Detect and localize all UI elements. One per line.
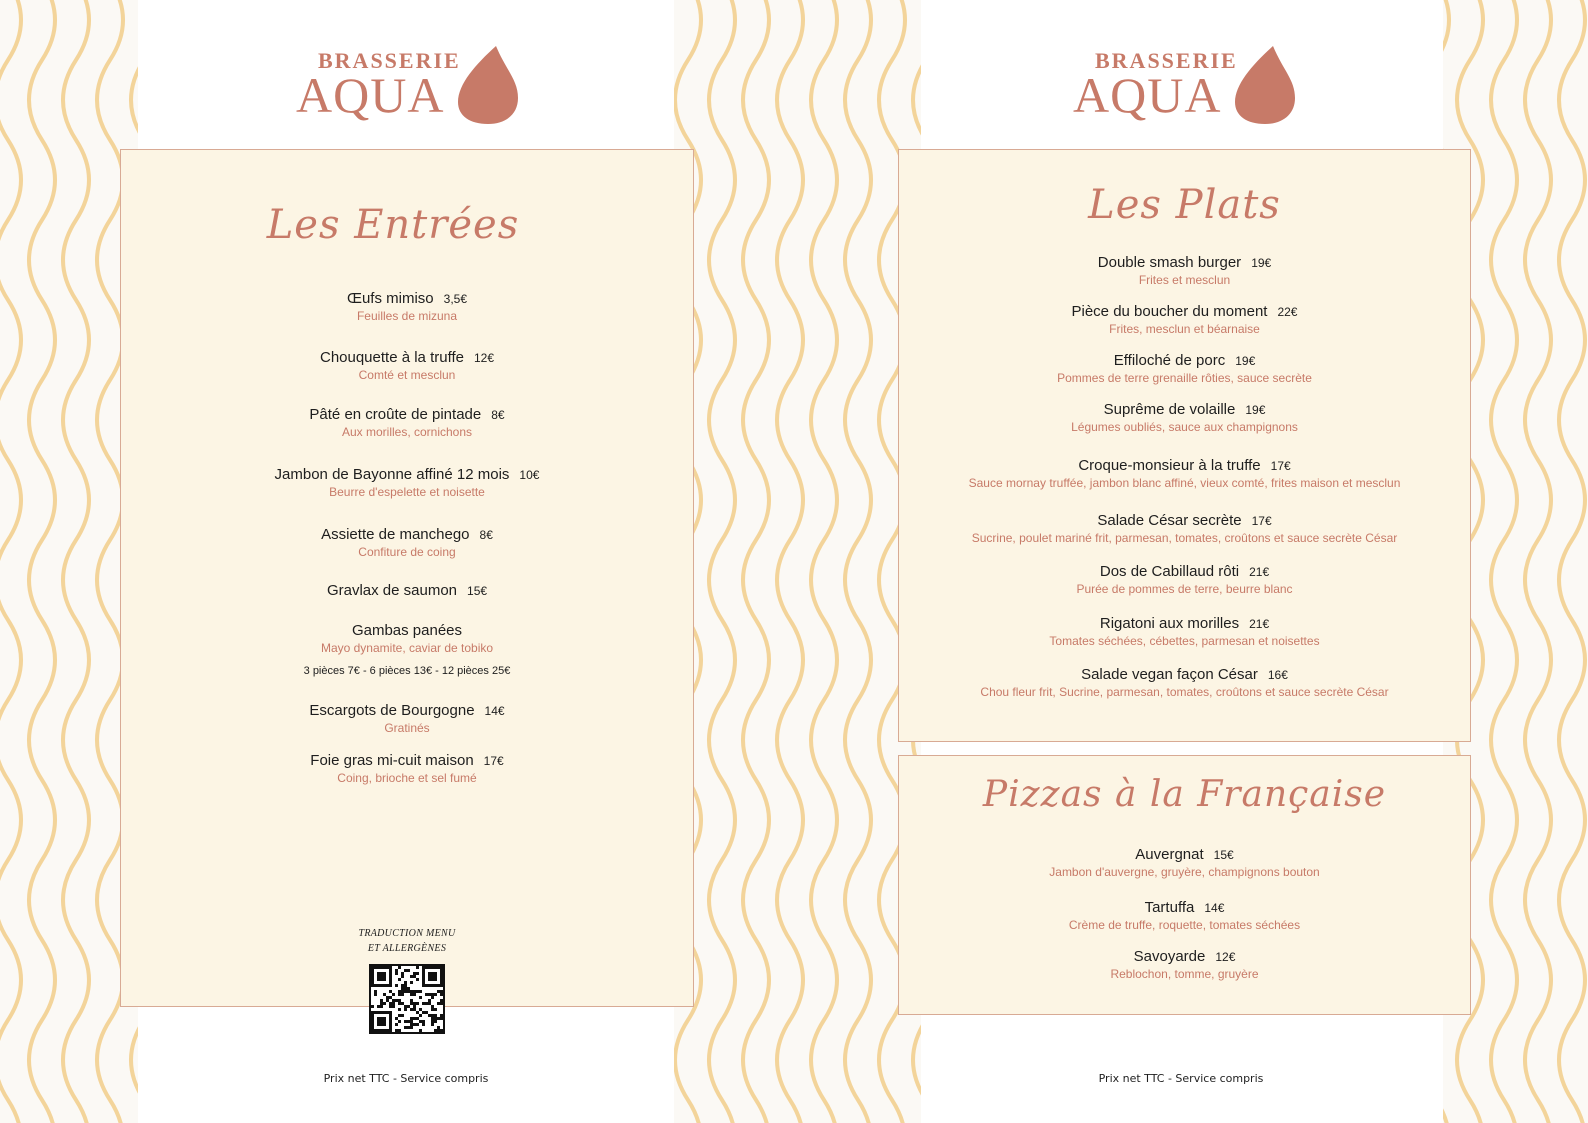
item-description: Sauce mornay truffée, jambon blanc affiné, vieux comté, frites maison et mesclun [968, 476, 1401, 490]
item-name: Œufs mimiso [346, 290, 434, 307]
qr-caption-line1: TRADUCTION MENU [358, 928, 456, 939]
menu-item [899, 948, 1470, 981]
wave-line [777, 0, 803, 1123]
item-name: Rigatoni aux morilles [1099, 615, 1240, 632]
menu-item [121, 752, 693, 785]
item-price: 17€ [1251, 514, 1272, 528]
footer-right: Prix net TTC - Service compris [1098, 1072, 1264, 1085]
wave-line [29, 0, 55, 1123]
item-price: 17€ [483, 754, 504, 768]
wave-line [811, 0, 837, 1123]
item-name: Savoyarde [1133, 948, 1206, 965]
menu-item [121, 290, 693, 323]
item-description: Sucrine, poulet mariné frit, parmesan, tomates, croûtons et sauce secrète César [971, 531, 1398, 545]
entrees-title: Les Entrées [266, 202, 520, 248]
item-name: Salade César secrète [1097, 512, 1242, 529]
item-description: Aux morilles, cornichons [341, 425, 473, 439]
item-price: 3,5€ [443, 292, 468, 306]
wave-line [743, 0, 769, 1123]
item-name: Pâté en croûte de pintade [309, 406, 482, 423]
pizzas-panel [898, 755, 1471, 1015]
brand-name-line1: BRASSERIE [1095, 48, 1238, 73]
item-description: Comté et mesclun [358, 368, 456, 382]
item-portion-prices: 3 pièces 7€ - 6 pièces 13€ - 12 pièces 25€ [303, 665, 511, 677]
water-drop-icon [456, 44, 520, 126]
item-name: Croque-monsieur à la truffe [1078, 457, 1261, 474]
item-price: 14€ [1204, 901, 1225, 915]
menu-item [899, 846, 1470, 879]
item-name: Suprême de volaille [1103, 401, 1236, 418]
menu-item [121, 622, 693, 677]
menu-item [899, 615, 1470, 648]
menu-item [899, 352, 1470, 385]
item-description: Confiture de coing [358, 545, 456, 559]
menu-item [899, 254, 1470, 287]
wave-line [1559, 0, 1585, 1123]
item-name: Auvergnat [1135, 846, 1204, 863]
item-name: Dos de Cabillaud rôti [1099, 563, 1240, 580]
item-price: 8€ [491, 408, 505, 422]
pizzas-title: Pizzas à la Française [982, 774, 1387, 815]
item-description: Pommes de terre grenaille rôties, sauce secrète [1057, 371, 1312, 385]
item-price: 19€ [1251, 256, 1272, 270]
wave-line [0, 0, 21, 1123]
item-description: Coing, brioche et sel fumé [337, 771, 477, 785]
menu-item [899, 563, 1470, 596]
menu-item [899, 512, 1470, 545]
brand-name-line2: AQUA [1073, 67, 1222, 123]
item-price: 12€ [473, 351, 495, 365]
item-price: 14€ [484, 704, 505, 718]
entrees-panel [120, 149, 694, 1007]
menu-item [121, 349, 693, 382]
item-description: Frites, mesclun et béarnaise [1109, 322, 1260, 336]
qr-caption [307, 926, 507, 956]
menu-item [121, 582, 693, 599]
item-description: Gratinés [384, 721, 430, 735]
item-name: Salade vegan façon César [1081, 666, 1258, 683]
item-description: Purée de pommes de terre, beurre blanc [1076, 582, 1293, 596]
plats-panel [898, 149, 1471, 742]
menu-item [899, 303, 1470, 336]
item-description: Mayo dynamite, caviar de tobiko [320, 641, 494, 655]
item-price: 17€ [1270, 459, 1291, 473]
brand-logo-left [296, 44, 536, 134]
wave-line [1491, 0, 1517, 1123]
menu-item [121, 406, 693, 439]
item-price: 19€ [1245, 403, 1266, 417]
brand-name-line2: AQUA [296, 67, 445, 123]
menu-item [899, 457, 1470, 490]
item-name: Gambas panées [351, 622, 463, 639]
item-description: Crème de truffe, roquette, tomates séchées [1068, 918, 1301, 932]
menu-item [899, 899, 1470, 932]
item-price: 21€ [1249, 617, 1270, 631]
item-description: Tomates séchées, cébettes, parmesan et noisettes [1049, 634, 1320, 648]
item-description: Feuilles de mizuna [356, 309, 458, 323]
menu-item [121, 702, 693, 735]
item-price: 16€ [1267, 668, 1288, 682]
qr-code-icon [371, 966, 443, 1032]
item-name: Pièce du boucher du moment [1071, 303, 1268, 320]
menu-item [899, 401, 1470, 434]
wave-line [63, 0, 89, 1123]
item-price: 8€ [479, 528, 493, 542]
brand-name-line1: BRASSERIE [318, 48, 461, 73]
qr-caption-line2: ET ALLERGÈNES [367, 943, 447, 954]
menu-item [121, 466, 693, 499]
water-drop-icon [1233, 44, 1297, 126]
item-price: 21€ [1249, 565, 1270, 579]
item-description: Beurre d'espelette et noisette [329, 485, 485, 499]
wave-line [1525, 0, 1551, 1123]
item-price: 12€ [1215, 950, 1236, 964]
plats-title: Les Plats [1088, 182, 1281, 228]
footer-left: Prix net TTC - Service compris [323, 1072, 489, 1085]
item-description: Légumes oubliés, sauce aux champignons [1071, 420, 1298, 434]
item-description: Reblochon, tomme, gruyère [1110, 967, 1259, 981]
wave-line [845, 0, 871, 1123]
item-name: Tartuffa [1144, 899, 1195, 916]
item-price: 10€ [519, 468, 540, 482]
item-name: Effiloché de porc [1113, 352, 1226, 369]
item-description: Chou fleur frit, Sucrine, parmesan, tomates, croûtons et sauce secrète César [980, 685, 1389, 699]
item-price: 22€ [1277, 305, 1298, 319]
item-price: 15€ [467, 584, 488, 598]
item-description: Frites et mesclun [1138, 273, 1231, 287]
item-name: Assiette de manchego [321, 526, 470, 543]
menu-item [899, 666, 1470, 699]
qr-code[interactable] [369, 964, 445, 1034]
item-price: 19€ [1235, 354, 1256, 368]
item-name: Foie gras mi-cuit maison [310, 752, 474, 769]
wave-line [709, 0, 735, 1123]
item-description: Jambon d'auvergne, gruyère, champignons bouton [1049, 865, 1320, 879]
item-name: Gravlax de saumon [326, 582, 458, 599]
brand-logo-right [1073, 44, 1313, 134]
item-name: Jambon de Bayonne affiné 12 mois [274, 466, 510, 483]
menu-item [121, 526, 693, 559]
item-name: Double smash burger [1097, 254, 1242, 271]
item-name: Escargots de Bourgogne [309, 702, 475, 719]
item-name: Chouquette à la truffe [319, 349, 464, 366]
item-price: 15€ [1213, 848, 1234, 862]
